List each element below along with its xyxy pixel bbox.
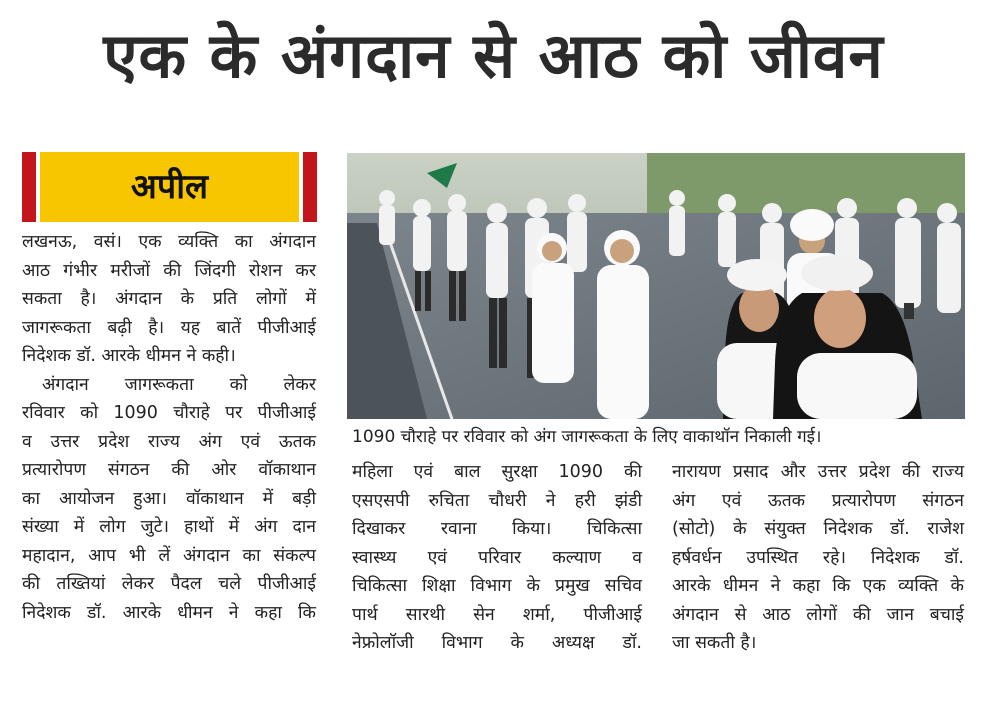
- walkathon-photo: [347, 153, 965, 419]
- text-line: अंगदान जागरूकता को लेकर: [42, 374, 316, 395]
- text-line: आठ गंभीर मरीजों की जिंदगी रोशन कर: [22, 260, 316, 281]
- text-line: हर्षवर्धन उपस्थित रहे। निदेशक डॉ.: [672, 547, 964, 568]
- article-column-2: [352, 458, 642, 658]
- text-line: का आयोजन हुआ। वॉकाथान में बड़ी: [22, 488, 316, 509]
- text-line: चिकित्सा शिक्षा विभाग के प्रमुख सचिव: [352, 576, 642, 596]
- text-line: निदेशक डॉ. आरके धीमन ने कही।: [22, 346, 236, 366]
- text-line: महादान, आप भी लें अंगदान का संकल्प: [22, 545, 316, 566]
- text-line: रविवार को 1090 चौराहे पर पीजीआई: [22, 403, 316, 423]
- kicker-left-bar: [22, 152, 36, 222]
- text-line: लखनऊ, वसं। एक व्यक्ति का अंगदान: [22, 232, 316, 252]
- text-line: प्रत्यारोपण संगठन की ओर वॉकाथान: [22, 460, 316, 480]
- text-line: आरके धीमन ने कहा कि एक व्यक्ति के: [672, 576, 964, 596]
- kicker-label: अपील: [130, 167, 209, 207]
- text-line: नेफ्रोलॉजी विभाग के अध्यक्ष डॉ.: [352, 633, 642, 653]
- text-line: सकता है। अंगदान के प्रति लोगों में: [22, 289, 316, 309]
- text-line: महिला एवं बाल सुरक्षा 1090 की: [352, 462, 642, 482]
- photo-caption: 1090 चौराहे पर रविवार को अंग जागरूकता के लिए वाकाथॉन निकाली गई।: [352, 427, 822, 447]
- text-line: एसएसपी रुचिता चौधरी ने हरी झंडी: [352, 490, 642, 511]
- article-column-1: [22, 228, 316, 627]
- text-line: की तख्तियां लेकर पैदल चले पीजीआई: [22, 574, 316, 594]
- text-line: नारायण प्रसाद और उत्तर प्रदेश की राज्य: [672, 462, 964, 482]
- text-line: दिखाकर रवाना किया। चिकित्सा: [352, 519, 642, 539]
- text-line: व उत्तर प्रदेश राज्य अंग एवं ऊतक: [22, 431, 316, 452]
- text-line: संख्या में लोग जुटे। हाथों में अंग दान: [22, 517, 316, 537]
- article-column-3: [672, 458, 964, 658]
- kicker-right-bar: [303, 152, 317, 222]
- text-line: स्वास्थ्य एवं परिवार कल्याण व: [352, 547, 642, 568]
- text-line: निदेशक डॉ. आरके धीमन ने कहा कि: [22, 602, 316, 623]
- headline: एक के अंगदान से आठ को जीवन: [103, 19, 884, 92]
- text-line: अंगदान से आठ लोगों की जान बचाई: [672, 604, 964, 625]
- text-line: जा सकती है।: [672, 633, 757, 653]
- text-line: (सोटो) के संयुक्त निदेशक डॉ. राजेश: [672, 519, 964, 539]
- appeal-kicker: [22, 152, 317, 222]
- walkathon-photo-illustration: [347, 153, 965, 419]
- text-line: अंग एवं ऊतक प्रत्यारोपण संगठन: [672, 490, 964, 511]
- text-line: जागरूकता बढ़ी है। यह बातें पीजीआई: [22, 317, 316, 338]
- text-line: पार्थ सारथी सेन शर्मा, पीजीआई: [352, 604, 642, 625]
